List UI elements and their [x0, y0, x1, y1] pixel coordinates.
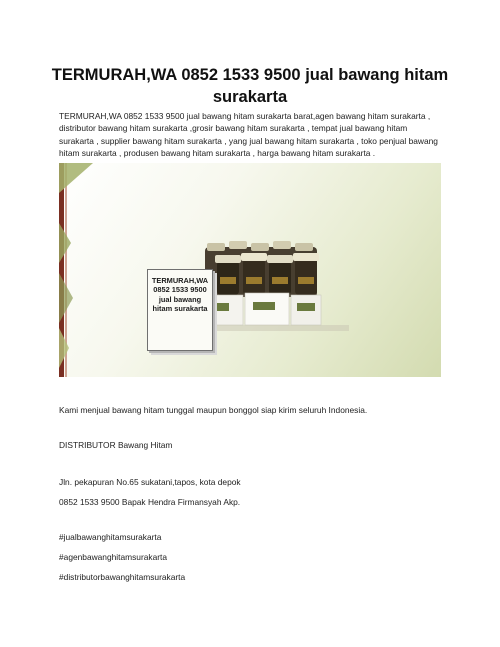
image-caption-box	[147, 269, 213, 351]
corner-triangle-shape	[59, 163, 93, 193]
body-line-distributor: DISTRIBUTOR Bawang Hitam	[59, 440, 173, 450]
product-photo-illustration	[59, 163, 441, 377]
body-line-shipping: Kami menjual bawang hitam tunggal maupun bonggol siap kirim seluruh Indonesia.	[59, 405, 368, 415]
intro-paragraph: TERMURAH,WA 0852 1533 9500 jual bawang hitam surakarta barat,agen bawang hitam surakarta , distributor bawang hitam surakarta ,grosir bawang hitam surakarta , tempat jual bawang hitam surakarta , supplier bawang hitam surakarta , yang jual bawang hitam surakarta , toko penjual bawang hitam surakarta , produsen bawang hitam surakarta , harga bawang hitam surakarta .	[59, 111, 438, 159]
body-line-address: Jln. pekapuran No.65 sukatani,tapos, kota depok	[59, 477, 241, 487]
hashtag-line: #agenbawanghitamsurakarta	[59, 552, 168, 562]
page-title: TERMURAH,WA 0852 1533 9500 jual bawang hitam surakarta	[51, 66, 449, 106]
body-line-phone: 0852 1533 9500 Bapak Hendra Firmansyah Akp.	[59, 497, 241, 507]
product-image	[59, 163, 441, 377]
hashtag-line: #distributorbawanghitamsurakarta	[59, 572, 186, 582]
hashtag-line: #jualbawanghitamsurakarta	[59, 532, 162, 542]
image-caption-text: TERMURAH,WA 0852 1533 9500 jual bawang hitam surakarta	[151, 276, 209, 314]
